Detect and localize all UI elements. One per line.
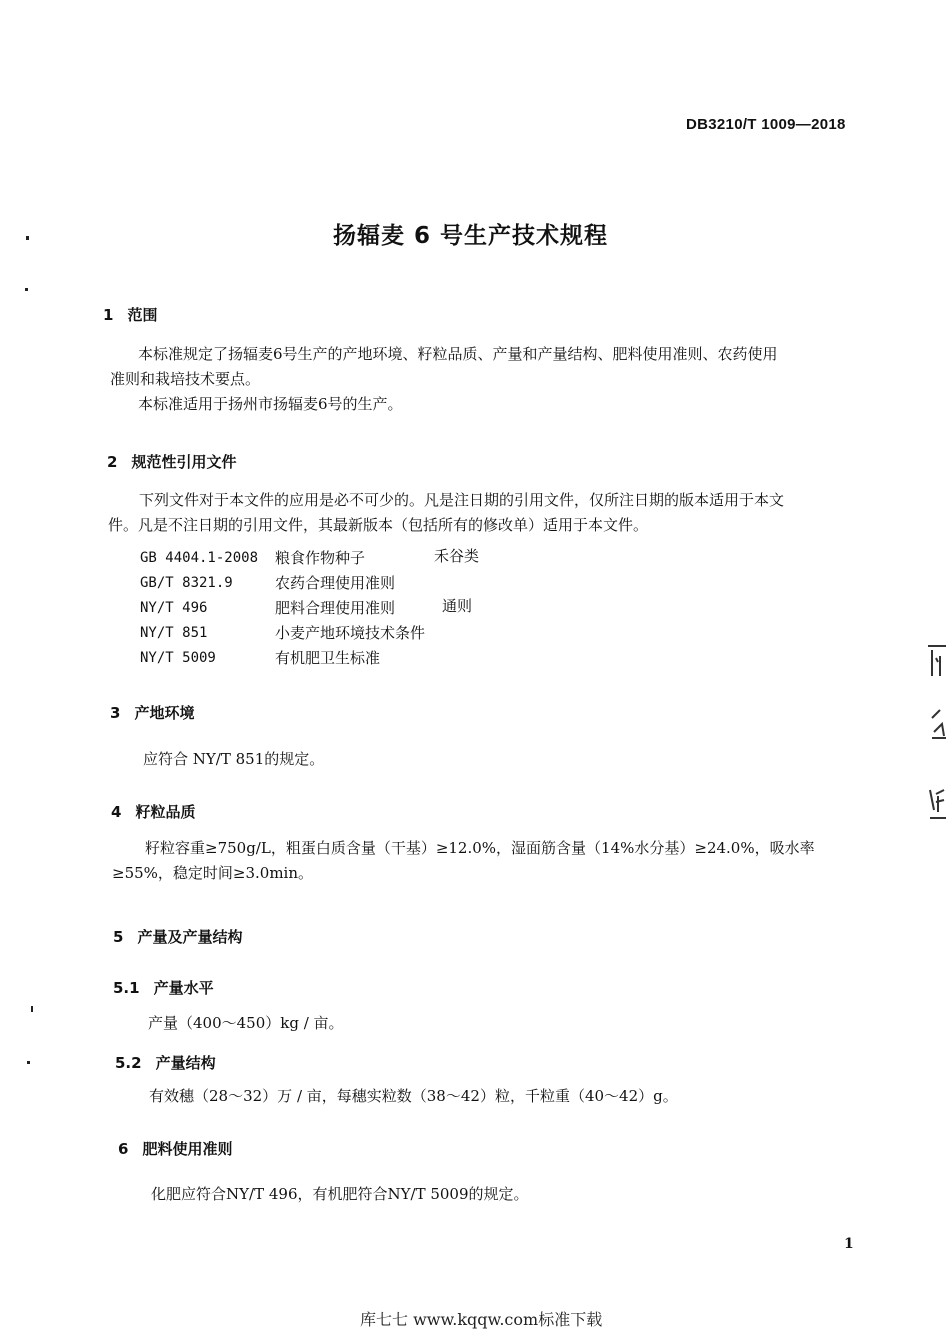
reference-code: GB 4404.1-2008 [140,550,259,566]
section-6-heading [118,1138,232,1159]
scan-speck [26,236,29,240]
section-5-heading [113,926,242,947]
section-number: 5.2 [115,1054,142,1072]
scan-speck [31,1006,33,1012]
reference-subtitle: 禾谷类 [434,547,480,565]
reference-name: 小麦产地环境技术条件 [275,624,426,642]
section-2-paragraph-line: 下列文件对于本文件的应用是必不可少的。凡是注日期的引用文件，仅所注日期的版本适用于本文 [139,491,785,509]
section-number: 2 [107,453,118,471]
section-title: 籽粒品质 [135,803,196,821]
section-2-paragraph-line: 件。凡是不注日期的引用文件，其最新版本（包括所有的修改单）适用于本文件。 [108,516,649,534]
section-number: 5 [113,928,124,946]
section-title: 产量及产量结构 [137,928,243,946]
section-number: 1 [103,306,114,324]
reference-code: NY/T 851 [140,625,208,641]
page-number: 1 [844,1236,854,1252]
section-title: 范围 [127,306,158,324]
section-3-heading [110,702,194,723]
section-number: 5.1 [113,979,140,997]
reference-code: GB/T 8321.9 [140,575,233,591]
section-title: 产量结构 [155,1054,216,1072]
footer-watermark: 库七七 www.kqqw.com标准下载 [360,1310,603,1329]
document-code: DB3210/T 1009—2018 [686,116,846,133]
section-1-paragraph-line: 本标准规定了扬辐麦6号生产的产地环境、籽粒品质、产量和产量结构、肥料使用准则、农药使用 [138,345,778,363]
section-1-heading [103,304,157,325]
section-number: 4 [111,803,122,821]
section-2-heading [107,451,236,472]
reference-name: 有机肥卫生标准 [275,649,381,667]
section-title: 规范性引用文件 [131,453,237,471]
section-4-paragraph-line: ≥55%，稳定时间≥3.0min。 [112,864,314,882]
reference-code: NY/T 5009 [140,650,216,666]
section-title: 肥料使用准则 [142,1140,233,1158]
reference-name: 肥料合理使用准则 [275,599,396,617]
section-5-1-heading [113,977,214,998]
section-number: 6 [118,1140,129,1158]
scan-speck [27,1061,30,1064]
reference-name: 农药合理使用准则 [275,574,396,592]
section-1-paragraph: 本标准适用于扬州市扬辐麦6号的生产。 [138,395,403,413]
reference-subtitle: 通则 [442,597,473,615]
section-4-heading [111,801,195,822]
reference-code: NY/T 496 [140,600,208,616]
reference-name: 粮食作物种子 [275,549,366,567]
section-5-2-paragraph: 有效穗（28～32）万 / 亩，每穗实粒数（38～42）粒，千粒重（40～42）g。 [149,1087,678,1105]
document-title: 扬辐麦 6 号生产技术规程 [333,223,609,249]
section-5-2-heading [115,1052,216,1073]
scan-speck [25,288,28,291]
section-5-1-paragraph: 产量（400～450）kg / 亩。 [148,1014,344,1032]
section-title: 产量水平 [153,979,214,997]
section-3-paragraph: 应符合 NY/T 851的规定。 [143,750,325,768]
scan-edge-marks [924,640,948,830]
section-title: 产地环境 [134,704,195,722]
section-1-paragraph-line: 准则和栽培技术要点。 [110,370,261,388]
section-6-paragraph: 化肥应符合NY/T 496，有机肥符合NY/T 5009的规定。 [151,1185,529,1203]
section-4-paragraph-line: 籽粒容重≥750g/L，粗蛋白质含量（干基）≥12.0%，湿面筋含量（14%水分基）≥24.0%，吸水率 [145,839,815,857]
section-number: 3 [110,704,121,722]
